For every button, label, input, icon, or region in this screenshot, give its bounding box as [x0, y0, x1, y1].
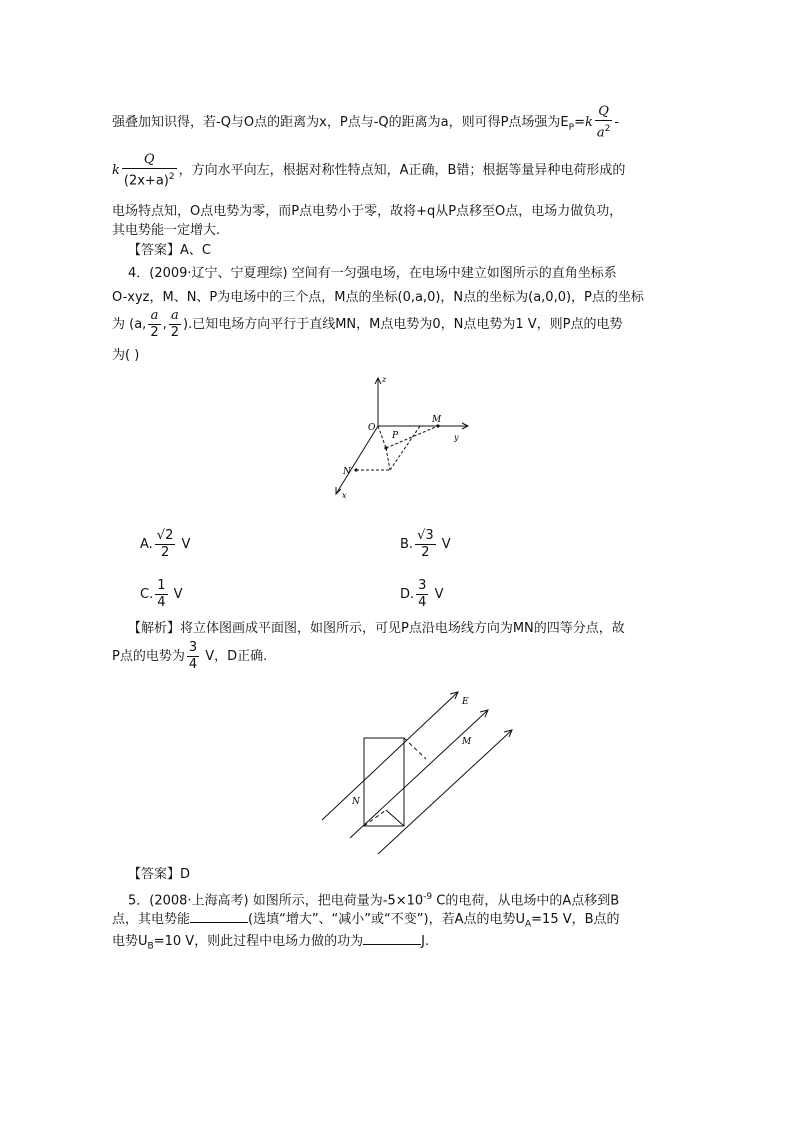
- y-label: y: [454, 433, 459, 442]
- q4-line3: 为 (a, $\frac{a}{2}$ , $\frac{a}{2}$ ).已知电场方向平行于直线MN，M点电势为0，N点电势为1 V，则P点的电势: [112, 308, 623, 340]
- blank-1[interactable]: [190, 910, 248, 923]
- point-n: [354, 468, 357, 471]
- q5-line1: 5．(2008·上海高考) 如图所示，把电荷量为$-5\times 10^{-9}$ C的电荷，从电场中的A点移到B: [128, 892, 620, 909]
- bottom-connector: [386, 810, 404, 826]
- o-label: O: [368, 423, 376, 433]
- q4-line2: O-xyz，M、N、P为电场中的三个点，M点的坐标(0,a,0)，N点的坐标为(a,0,0)，P点的坐标: [112, 290, 644, 305]
- dashed-bottom: [364, 810, 386, 826]
- n-label: N: [343, 467, 351, 477]
- dashed-p-foot: [386, 448, 390, 470]
- blank-2[interactable]: [363, 932, 421, 945]
- q4-line1: 4．(2009·辽宁、宁夏理综) 空间有一匀强电场，在电场中建立如图所示的直角坐标系: [128, 266, 617, 281]
- q5-line3: 电势$U_B=10$ V，则此过程中电场力做的功为 J.: [112, 934, 430, 952]
- z-label: z: [382, 375, 387, 384]
- analysis-line1: 【解析】将立体图画成平面图，如图所示，可见P点沿电场线方向为MN的四等分点，故: [128, 621, 625, 636]
- para1-line3: 电场特点知，O点电势为零，而P点电势小于零，故将+q从P点移至O点，电场力做负功，: [112, 204, 623, 219]
- answer2: 【答案】D: [128, 867, 191, 882]
- choice-d: D. $\frac{3}{4}$ V: [400, 578, 444, 610]
- choice-c: C. $\frac{1}{4}$ V: [140, 578, 183, 610]
- coordinate-figure: [320, 370, 480, 505]
- field-line-figure: [316, 686, 516, 858]
- q5-line2: 点，其电势能 (选填“增大”、“减小”或“不变”)，若A点的电势$U_A=15$ V，B点的: [112, 912, 620, 930]
- q4-line4: 为( ): [112, 348, 140, 363]
- point-p: [384, 446, 387, 449]
- m-label: M: [432, 415, 442, 425]
- x-label: x: [342, 491, 347, 500]
- analysis-line2: P点的电势为 $\frac{3}{4}$ V，D正确.: [112, 640, 268, 672]
- para1-line4: 其电势能一定增大.: [112, 223, 221, 238]
- m-label-2: M: [462, 737, 472, 747]
- e-label: E: [462, 697, 469, 707]
- x-axis: [336, 426, 378, 494]
- dashed-normal: [404, 738, 426, 759]
- choice-a: A. $\frac{√2}{2}$ V: [140, 528, 191, 560]
- para1-line1: 强叠加知识得，若-Q与O点的距离为x，P点与-Q的距离为a，则可得P点场强为$E_P=k$ $\frac{Q}{a^2}$ -: [112, 104, 620, 141]
- choice-b: B. $\frac{√3}{2}$ V: [400, 528, 451, 560]
- para1-line2: k $\frac{Q}{(2x+a)^2}$ ，方向水平向左，根据对称性特点知，A正确，B错；根据等量异种电荷形成的: [112, 152, 626, 189]
- p-label: P: [392, 431, 399, 441]
- answer1: 【答案】A、C: [128, 243, 211, 258]
- dashed-z-p: [378, 426, 386, 448]
- n-label-2: N: [352, 797, 360, 807]
- square: [364, 738, 404, 826]
